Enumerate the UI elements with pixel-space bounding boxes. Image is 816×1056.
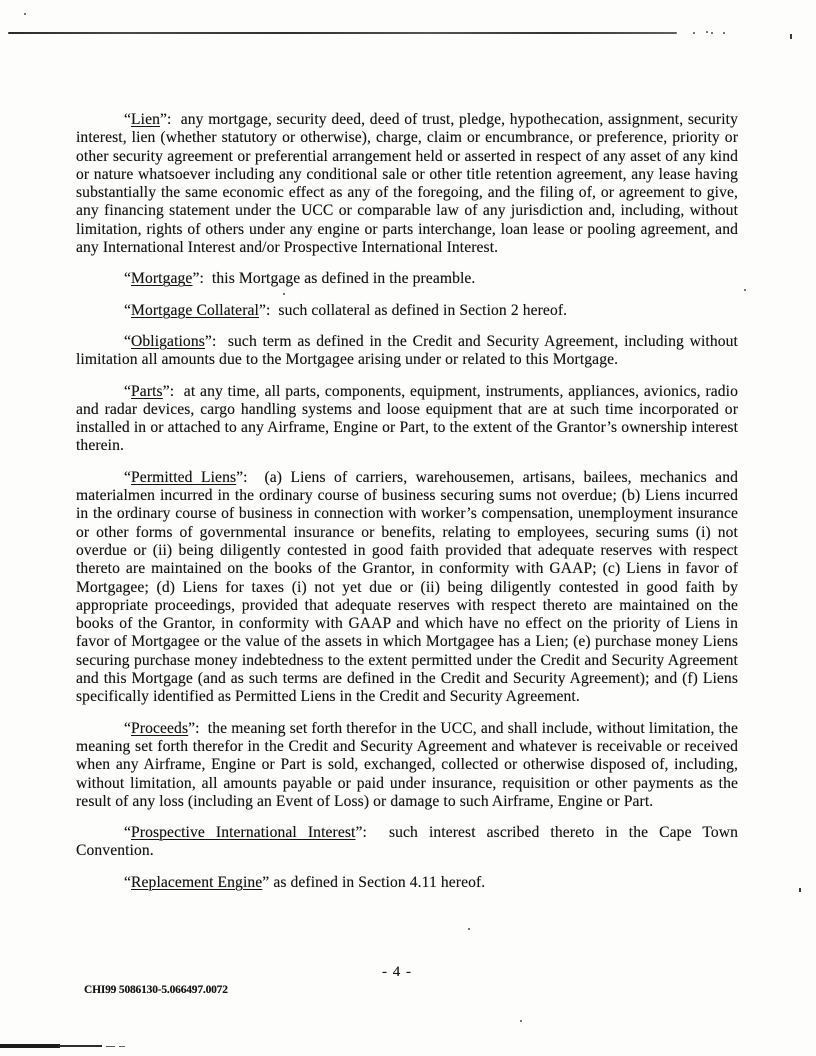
close-quote: ” [262, 873, 270, 891]
defined-term: Permitted Liens [131, 468, 237, 486]
open-quote: “ [124, 332, 132, 350]
scan-speck [706, 31, 708, 33]
open-quote: “ [124, 468, 132, 486]
definition-body: : any mortgage, security deed, deed of trust, pledge, hypothecation, assignment, security interest, lien (whether statutory or otherwise), charge, claim or encumbrance, or preference, priority or other security agreement or preferential arrangement held or asserted in respect of any asset of any kind or nature whatsoever including any conditional sale or other title retention agreement, any lease having substantially the same economic effect as any of the foregoing, and the filing of, or agreement to give, any financing statement under the UCC or comparable law of any jurisdiction and, including, without limitation, rights of others under any engine or parts interchange, loan lease or pooling agreement, and any International Interest and/or Prospective International Interest. [76, 111, 738, 257]
scan-edge-artifact [119, 1046, 125, 1047]
close-quote: ” [162, 382, 170, 400]
scan-speck [693, 32, 695, 34]
open-quote: “ [124, 270, 132, 288]
definition-prospective-international-interest [76, 824, 738, 861]
close-quote: ” [204, 332, 212, 350]
open-quote: “ [124, 382, 132, 400]
document-body [76, 111, 738, 905]
defined-term: Proceeds [131, 719, 189, 737]
definition-body: : this Mortgage as defined in the preamble. [199, 270, 476, 288]
scan-edge-artifact [58, 1045, 102, 1047]
definition-replacement-engine [76, 874, 738, 892]
scan-speck [723, 32, 725, 34]
open-quote: “ [124, 873, 132, 891]
definition-body: : (a) Liens of carriers, warehousemen, artisans, bailees, mechanics and materialmen incurred in the ordinary course of business securing sums not overdue; (b) Liens incurred in the ordinary course of business in connection with worker’s compensation, unemployment insurance or other forms of governmental insurance or benefits, relating to employees, securing sums (i) not overdue or (ii) being diligently contested in good faith provided that adequate reserves with respect thereto are maintained on the books of the Grantor, in conformity with GAAP; (c) Liens in favor of Mortgagee; (d) Liens for taxes (i) not yet due or (ii) being diligently contested in good faith by appropriate proceedings, provided that adequate reserves with respect thereto are maintained on the books of the Grantor, in conformity with GAAP and which have no effect on the priority of Liens in favor of Mortgagee or the value of the assets in which Mortgagee has a Lien; (e) purchase money Liens securing purchase money indebtedness to the extent permitted under the Credit and Security Agreement and this Mortgage (and as such terms are defined in the Credit and Security Agreement); and (f) Liens specifically identified as Permitted Liens in the Credit and Security Agreement. [76, 468, 738, 706]
definition-proceeds [76, 720, 738, 811]
definition-lien [76, 111, 738, 257]
definition-body: as defined in Section 4.11 hereof. [269, 873, 486, 891]
scan-speck [790, 34, 792, 39]
scan-speck [468, 928, 470, 930]
scan-speck [799, 888, 801, 892]
definition-mortgage-collateral [76, 302, 738, 320]
close-quote: ” [160, 111, 168, 128]
footer-document-code: CHI99 5086130-5.066497.0072 [84, 984, 228, 996]
defined-term: Replacement Engine [131, 873, 263, 891]
definition-body: : such interest ascribed thereto in the Cape Town Convention. [76, 824, 739, 860]
top-horizontal-rule [8, 32, 677, 34]
definition-body: : such collateral as defined in Section 2 hereof. [265, 301, 568, 319]
scan-speck [520, 1020, 522, 1022]
open-quote: “ [124, 824, 132, 842]
defined-term: Mortgage Collateral [131, 301, 259, 319]
definition-body: : such term as defined in the Credit and Security Agreement, including without limitation all amounts due to the Mortgagee arising under or related to this Mortgage. [76, 332, 738, 369]
defined-term: Parts [131, 382, 163, 400]
definition-body: : the meaning set forth therefor in the UCC, and shall include, without limitation, the meaning set forth therefor in the Credit and Security Agreement and whatever is receivable or received when any Airframe, Engine or Part is sold, exchanged, collected or otherwise disposed of, including, without limitation, all amounts payable or paid under insurance, requisition or other payments as the result of any loss (including an Event of Loss) or damage to such Airframe, Engine or Part. [76, 719, 738, 810]
open-quote: “ [124, 111, 132, 128]
definition-obligations [76, 333, 738, 370]
close-quote: ” [355, 824, 363, 842]
defined-term: Prospective International Interest [131, 824, 356, 842]
scan-edge-artifact [106, 1046, 115, 1047]
close-quote: ” [188, 719, 196, 737]
definition-mortgage [76, 270, 738, 288]
defined-term: Obligations [131, 332, 205, 350]
close-quote: ” [192, 270, 200, 288]
scan-speck [24, 13, 26, 15]
open-quote: “ [124, 719, 132, 737]
scan-speck [744, 289, 746, 291]
scan-speck [711, 32, 713, 34]
close-quote: ” [236, 468, 244, 486]
definition-body: : at any time, all parts, components, equipment, instruments, appliances, avionics, radio and radar devices, cargo handling systems and loose equipment that are at such time incorporated or installed in or attached to any Airframe, Engine or Part, to the extent of the Grantor’s ownership interest therein. [76, 382, 738, 455]
defined-term: Lien [131, 111, 161, 128]
scan-edge-artifact [0, 1044, 60, 1048]
definition-parts [76, 383, 738, 456]
close-quote: ” [258, 301, 266, 319]
defined-term: Mortgage [131, 270, 193, 288]
page-number: - 4 - [382, 964, 412, 980]
open-quote: “ [124, 301, 132, 319]
definition-permitted-liens [76, 469, 738, 707]
